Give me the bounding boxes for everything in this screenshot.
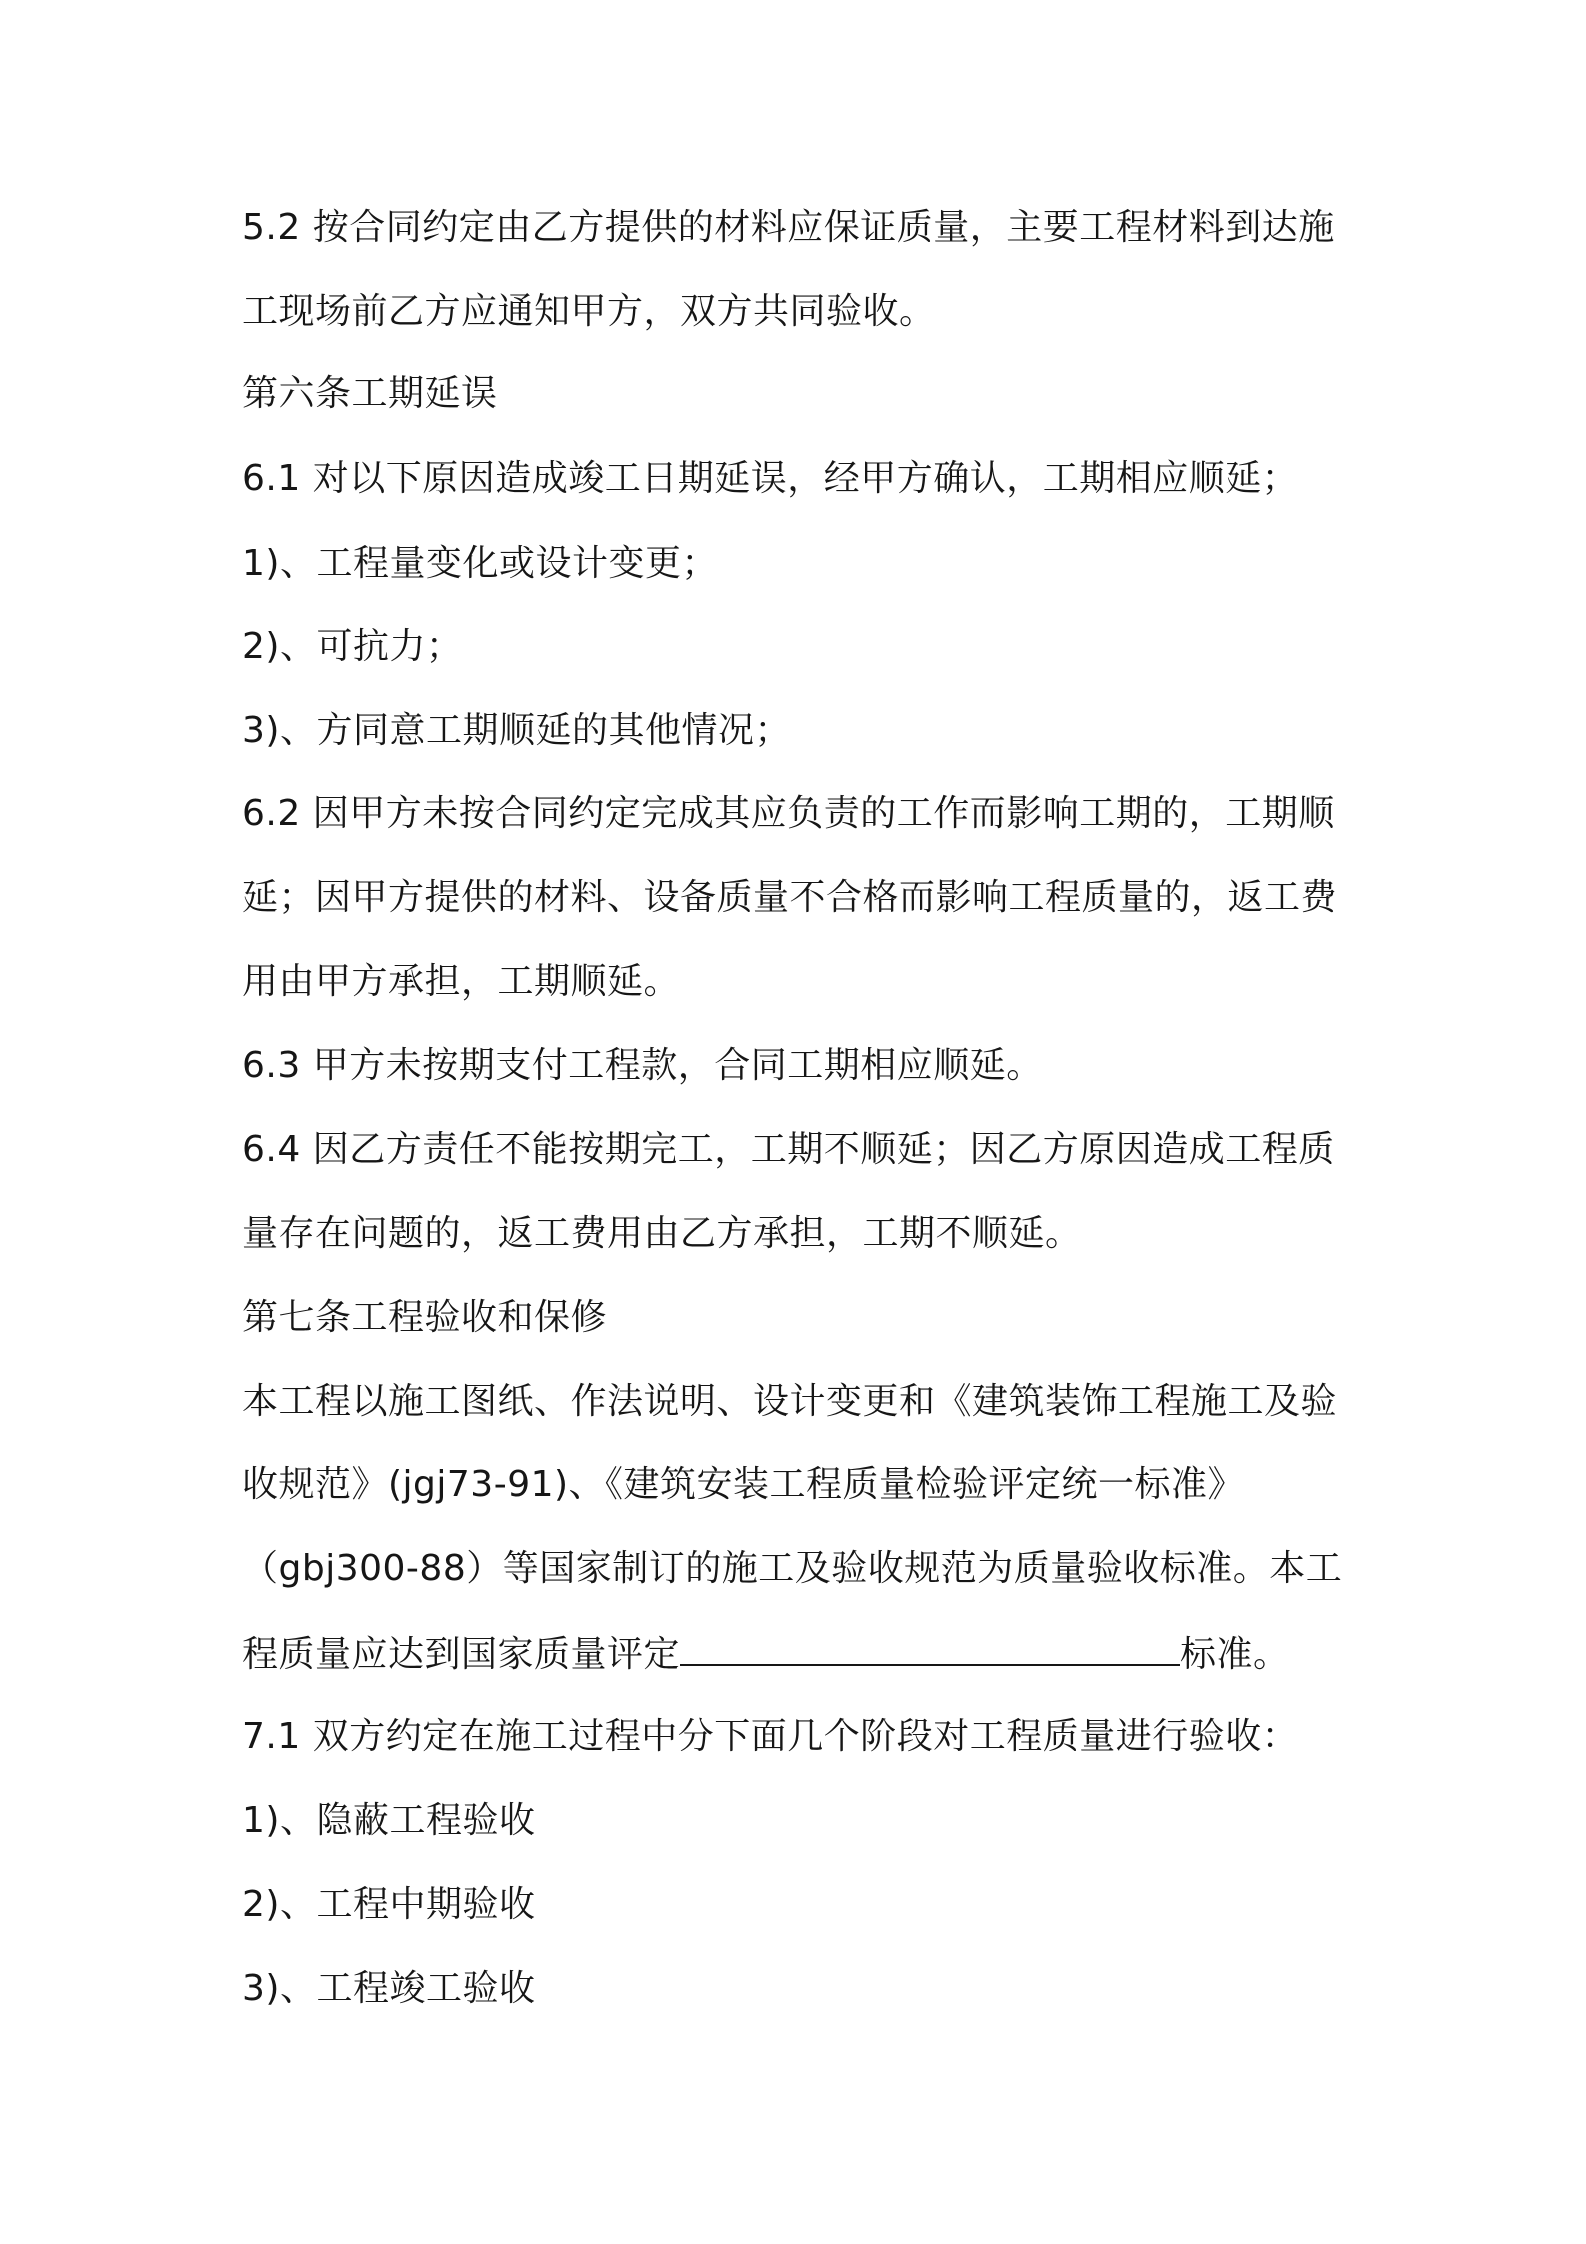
clause-7-1: 7.1 双方约定在施工过程中分下面几个阶段对工程质量进行验收：	[242, 1716, 1299, 1757]
clause-7-1-item-1: 1)、隐蔽工程验收	[242, 1800, 536, 1841]
article-7-heading: 第七条工程验收和保修	[242, 1297, 608, 1338]
quality-standard-suffix: 标准。	[1180, 1634, 1290, 1675]
clause-6-4-line-2: 量存在问题的，返工费用由乙方承担，工期不顺延。	[242, 1213, 1082, 1254]
clause-5-2-line-2: 工现场前乙方应通知甲方，双方共同验收。	[242, 291, 936, 332]
clause-6-4-line-1: 6.4 因乙方责任不能按期完工，工期不顺延；因乙方原因造成工程质	[242, 1129, 1335, 1170]
article-7-body-line-4	[242, 1630, 1362, 1678]
clause-6-1: 6.1 对以下原因造成竣工日期延误，经甲方确认，工期相应顺延；	[242, 458, 1299, 499]
clause-7-1-item-3: 3)、工程竣工验收	[242, 1968, 536, 2009]
clause-6-3: 6.3 甲方未按期支付工程款，合同工期相应顺延。	[242, 1045, 1043, 1086]
clause-6-2-line-2: 延；因甲方提供的材料、设备质量不合格而影响工程质量的，返工费	[242, 877, 1338, 918]
clause-6-2-line-1: 6.2 因甲方未按合同约定完成其应负责的工作而影响工期的，工期顺	[242, 793, 1335, 834]
clause-6-2-line-3: 用由甲方承担，工期顺延。	[242, 961, 681, 1002]
clause-5-2-line-1: 5.2 按合同约定由乙方提供的材料应保证质量，主要工程材料到达施	[242, 207, 1335, 248]
clause-6-1-item-1: 1)、工程量变化或设计变更；	[242, 543, 718, 584]
article-7-body-line-2: 收规范》(jgj73-91)、《建筑安装工程质量检验评定统一标准》	[242, 1464, 1245, 1505]
quality-standard-prefix: 程质量应达到国家质量评定	[242, 1634, 681, 1675]
article-6-heading: 第六条工期延误	[242, 373, 498, 414]
clause-6-1-item-2: 2)、可抗力；	[242, 626, 463, 667]
clause-7-1-item-2: 2)、工程中期验收	[242, 1884, 536, 1925]
article-7-body-line-3: （gbj300-88）等国家制订的施工及验收规范为质量验收标准。本工	[242, 1548, 1343, 1589]
article-7-body-line-1: 本工程以施工图纸、作法说明、设计变更和《建筑装饰工程施工及验	[242, 1381, 1338, 1422]
clause-6-1-item-3: 3)、方同意工期顺延的其他情况；	[242, 710, 791, 751]
quality-standard-blank	[680, 1630, 1180, 1666]
